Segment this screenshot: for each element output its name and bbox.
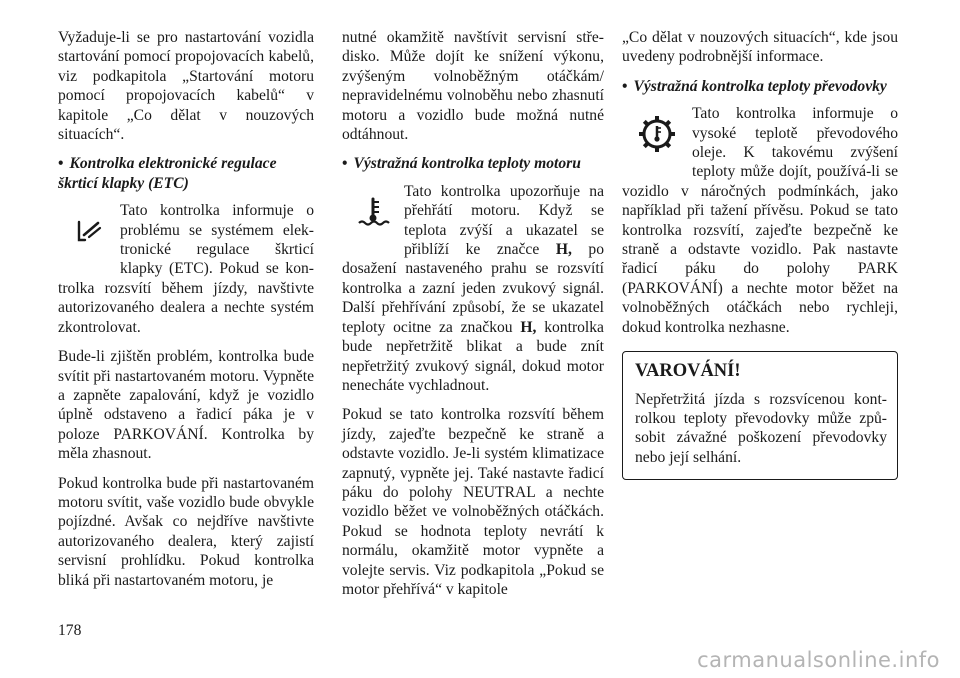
paragraph-service-continued: nutné okamžitě navštívit servisní středisko. Může dojít ke snížení výkonu, zvýšeným volnoběžným otáčkám/ nepravidelnému volnoběhu nebo zhasnutí motoru a vozidlo bude možná nutné odtáhnout. [342,29,604,144]
text-segment: po dosažení nastaveného prahu se rozsvítí kontrolka a zazní jeden zvukový signál. Další přehřívání způsobí, že se ukazatel teploty ocitne za značkou [342,241,604,336]
text-segment: kontrolka bude nepřetržitě blikat a bude znít nepřetržitý zvukový signál, dokud motor nenecháte vychladnout. [342,318,604,394]
bullet-dot: • [58,155,64,173]
bullet-heading-engine-temp [342,154,604,173]
bullet-heading-transmission-temp [622,77,898,96]
bullet-title-engine-temp: Výstražná kontrolka teploty motoru [353,155,581,173]
page-number: 178 [58,622,82,639]
paragraph-emergency-ref: „Co dělat v nouzových situacích“, kde jsou uvedeny podrobnější informace. [622,29,898,66]
h-mark-label: H, [520,318,537,336]
bullet-title-etc: Kontrolka elektronické regulace škrticí klapky (ETC) [58,155,277,192]
paragraph-etc-description: Tato kontrolka informuje o problému se systémem elektronické regulace škrticí klapky (ETC). Pokud se kontrolka rozsvítí během jízdy, navštivte autorizovaného dealera a nechte systém zkontrolovat. [58,202,314,336]
etc-warning-icon [58,201,120,261]
bullet-title-transmission-temp: Výstražná kontrolka teploty převodovky [633,77,887,95]
h-mark-label: H, [555,241,572,259]
text-segment: Tato kontrolka upozorňuje na přehřátí motoru. Když se teplota zvýší a ukazatel se přiblíží ke značce [404,182,604,259]
bullet-dot: • [342,155,348,173]
warning-title: VAROVÁNÍ! [635,361,741,382]
engine-temperature-icon [342,182,404,242]
paragraph-etc-problem: Bude-li zjištěn problém, kontrolka bude svítit při nastartovaném motoru. Vypněte a zapněte zapalování, když je vozidlo úplně odstaveno a řadicí páka je v poloze PARKOVÁNÍ. Kontrolka by měla zhasnout. [58,348,314,463]
paragraph-jump-start: Vyžaduje-li se pro nastartování vozidla startování pomocí propojovacích kabelů, viz podkapitola „Startování motoru pomocí propojovacích kabelů“ v kapitole „Co dělat v nouzových situacích“. [58,29,314,144]
transmission-temperature-icon [622,104,692,164]
column-middle [342,28,604,609]
bullet-heading-etc [58,154,314,193]
watermark: carmanualsonline.info [697,648,940,672]
warning-text: Nepřetržitá jízda s rozsvícenou kontrolkou teploty převodovky může způsobit závažné poškození převodovky nebo její selhání. [635,390,887,466]
column-right [622,28,898,480]
bullet-dot: • [622,77,628,95]
paragraph-engine-temp-action: Pokud se tato kontrolka rozsvítí během jízdy, zajeďte bezpečně ke straně a odstavte vozidlo. Je-li systém klimatizace zapnutý, vypněte jej. Také nastavte řadicí páku do polohy NEUTRAL a nechte vozidlo běžet ve volnoběžných otáčkách. Pokud se hodnota teploty nevrátí k normálu, okamžitě motor vypněte a volejte servis. Viz podkapitola „Pokud se motor přehřívá“ v kapitole [342,406,604,598]
paragraph-etc-drive: Pokud kontrolka bude při nastartovaném motoru svítit, vaše vozidlo bude obvykle pojízdné. Avšak co nejdříve navštivte autorizovaného dealera, který zajistí servisní prohlídku. Pokud kontrolka bliká při nastartovaném motoru, je [58,474,314,589]
column-left [58,28,314,600]
paragraph-transmission-temp-description: Tato kontrolka informuje o vysoké teplotě převodového oleje. K takovému zvýšení teploty může dojít, používá-li se vozidlo v náročných podmínkách, jako například při tažení přívěsu. Pokud se tato kontrolka rozsvítí, zajeďte bezpečně ke straně a odstavte vozidlo. Pak nastavte řadicí páku do polohy PARK (PARKOVÁNÍ) a nechte motor běžet na volnoběžných otáčkách nebo rychleji, dokud kontrolka nezhasne. [622,105,898,336]
warning-box [622,351,898,480]
